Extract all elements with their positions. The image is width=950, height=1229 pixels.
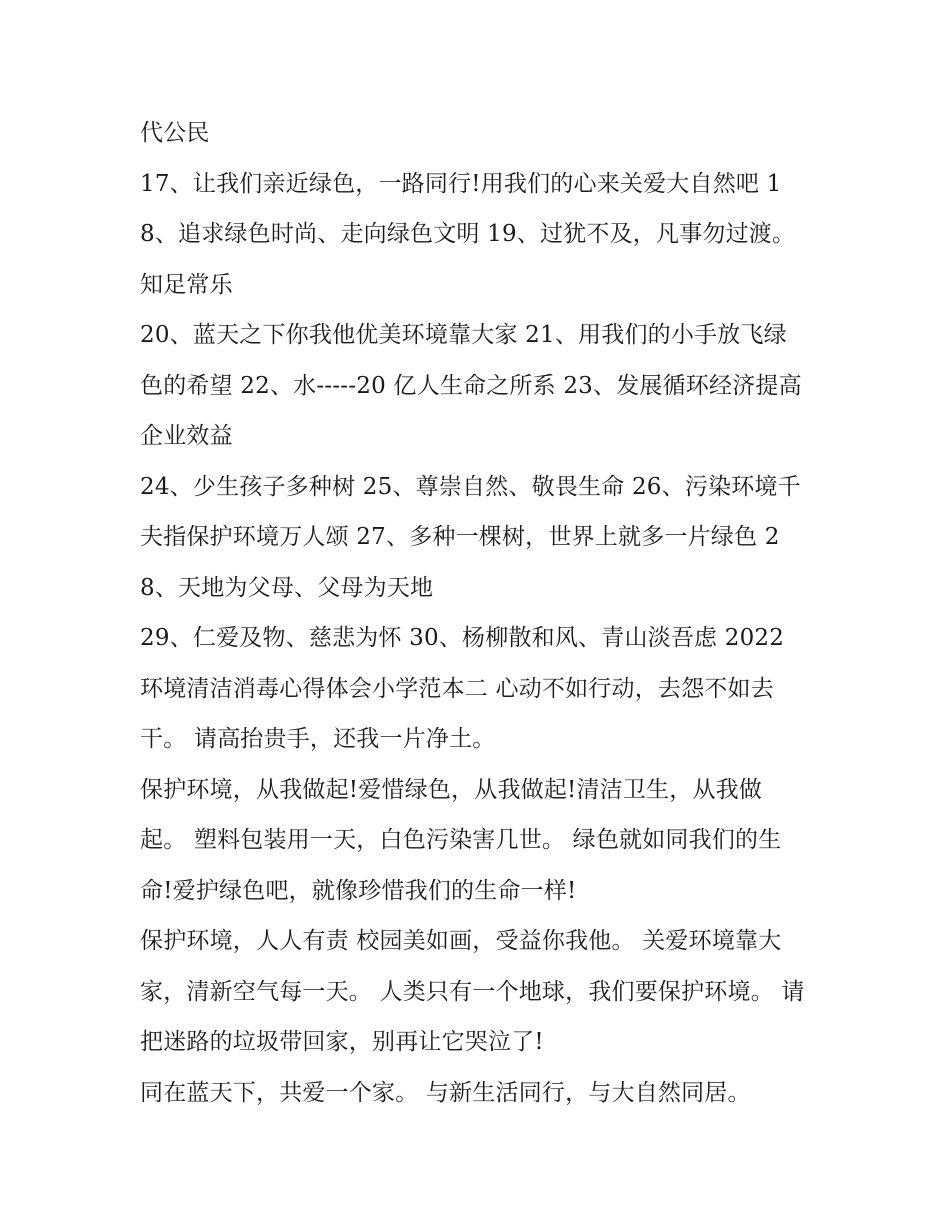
paragraph: 同在蓝天下，共爱一个家。 与新生活同行，与大自然同居。 [140,1079,751,1106]
paragraph: 20、蓝天之下你我他优美环境靠大家 21、用我们的小手放飞绿色的希望 22、水-----20 亿人生命之所系 23、发展循环经济提高企业效益 [140,322,802,449]
paragraph: 保护环境，从我做起!爱惜绿色，从我做起!清洁卫生，从我做起。 塑料包装用一天，白色污染害几世。 绿色就如同我们的生命!爱护绿色吧，就像珍惜我们的生命一样! [140,776,782,904]
document-body [140,108,805,1118]
paragraph: 保护环境，人人有责 校园美如画，受益你我他。 关爱环境靠大家，清新空气每一天。 人类只有一个地球，我们要保护环境。 请把迷路的垃圾带回家，别再让它哭泣了! [140,928,805,1055]
paragraph: 代公民 [140,120,210,146]
paragraph: 24、少生孩子多种树 25、尊崇自然、敬畏生命 26、污染环境千夫指保护环境万人颂 27、多种一棵树，世界上就多一片绿色 28、天地为父母、父母为天地 [140,473,801,601]
paragraph: 29、仁爱及物、慈悲为怀 30、杨柳散和风、青山淡吾虑 2022 环境清洁消毒心得体会小学范本二 心动不如行动，去怨不如去干。 请高抬贵手，还我一片净土。 [140,625,792,752]
paragraph: 17、让我们亲近绿色，一路同行!用我们的心来关爱大自然吧 18、追求绿色时尚、走向绿色文明 19、过犹不及，凡事勿过渡。知足常乐 [140,170,796,298]
